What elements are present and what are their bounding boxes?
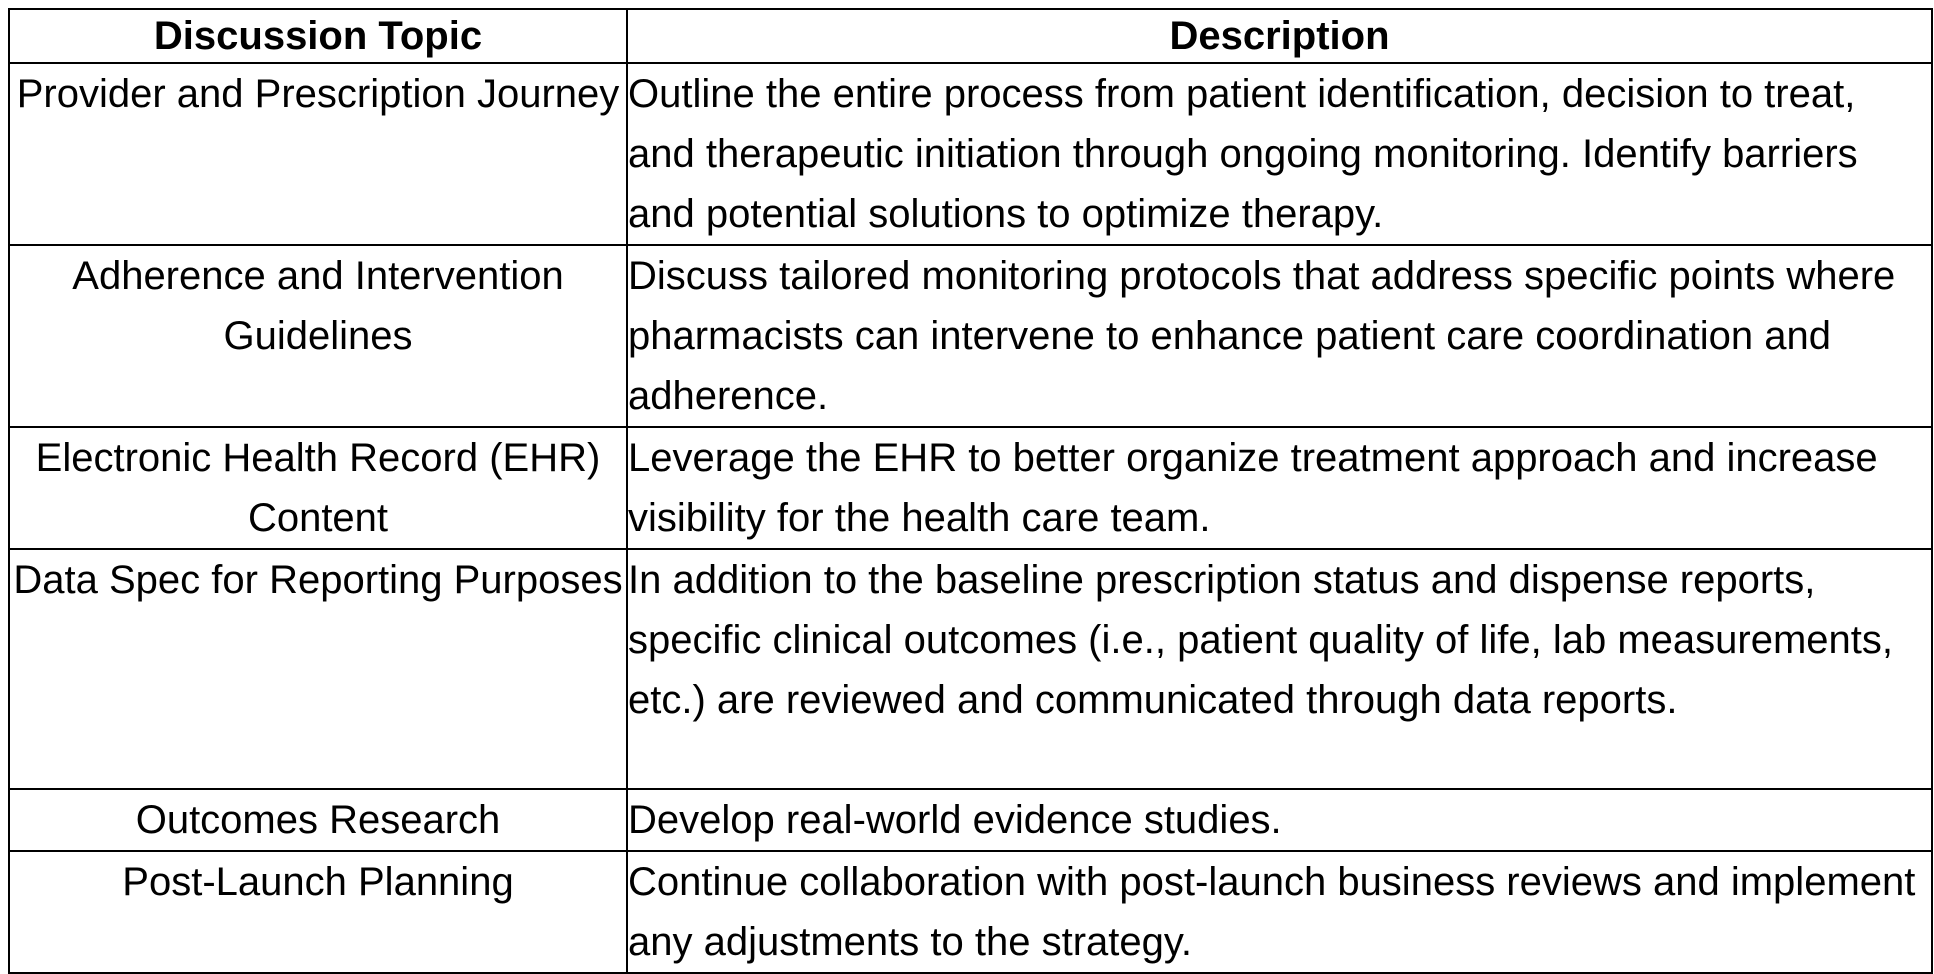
discussion-topics-table: [8, 8, 1933, 974]
topic-cell: Outcomes Research: [9, 789, 627, 851]
description-cell: Outline the entire process from patient identification, decision to treat, and therapeutic initiation through ongoing monitoring. Identify barriers and potential solutions to optimize therapy.: [627, 63, 1932, 245]
description-cell: Continue collaboration with post-launch business reviews and implement any adjustments to the strategy.: [627, 851, 1932, 973]
header-row: [9, 9, 1932, 63]
topic-cell: Data Spec for Reporting Purposes: [9, 549, 627, 789]
description-cell: Leverage the EHR to better organize treatment approach and increase visibility for the health care team.: [627, 427, 1932, 549]
topic-cell: Provider and Prescription Journey: [9, 63, 627, 245]
header-description: Description: [627, 9, 1932, 63]
header-discussion-topic: Discussion Topic: [9, 9, 627, 63]
table-row: [9, 427, 1932, 549]
topic-cell: Electronic Health Record (EHR) Content: [9, 427, 627, 549]
table-row: [9, 245, 1932, 427]
table-row: [9, 789, 1932, 851]
topic-cell: Adherence and Intervention Guidelines: [9, 245, 627, 427]
description-cell: Discuss tailored monitoring protocols that address specific points where pharmacists can intervene to enhance patient care coordination and adherence.: [627, 245, 1932, 427]
description-cell: Develop real-world evidence studies.: [627, 789, 1932, 851]
table-row: [9, 851, 1932, 973]
table-row: [9, 549, 1932, 789]
table-row: [9, 63, 1932, 245]
topic-cell: Post-Launch Planning: [9, 851, 627, 973]
description-cell: In addition to the baseline prescription status and dispense reports, specific clinical outcomes (i.e., patient quality of life, lab measurements, etc.) are reviewed and communicated through data reports.: [627, 549, 1932, 789]
